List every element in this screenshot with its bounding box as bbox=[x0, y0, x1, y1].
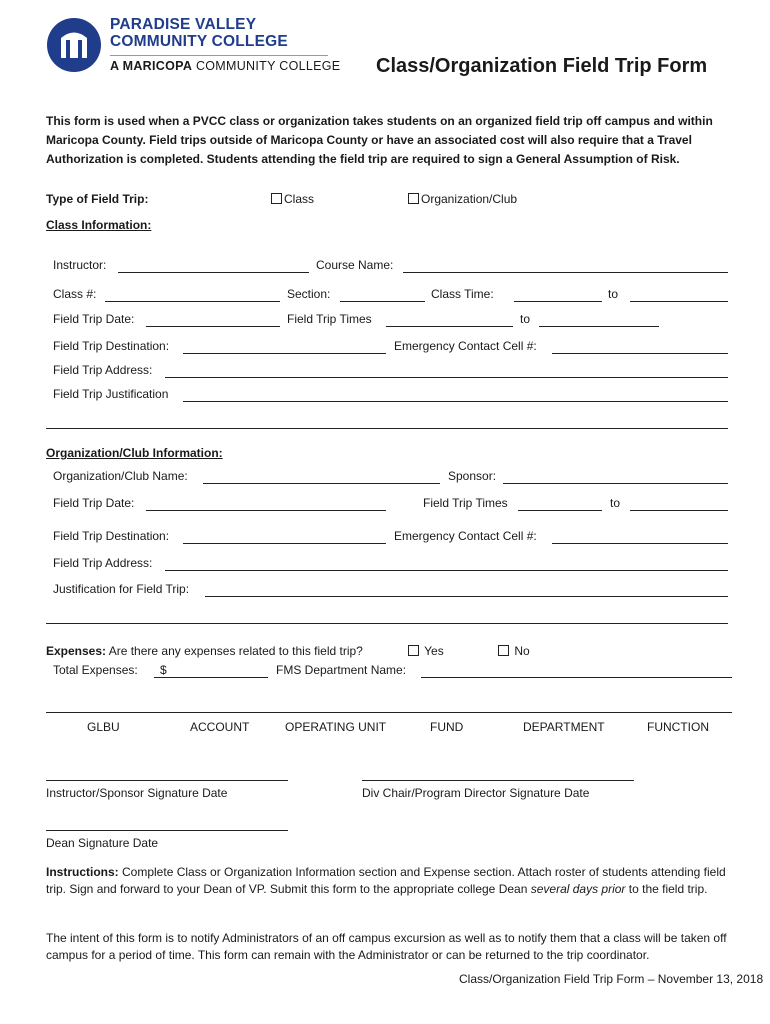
section-label: Section: bbox=[287, 287, 331, 301]
class-destination-field[interactable] bbox=[183, 353, 386, 354]
org-address-field[interactable] bbox=[165, 570, 728, 571]
org-checkbox[interactable]: Organization/Club bbox=[408, 192, 517, 206]
class-time-start-field[interactable] bbox=[514, 301, 602, 302]
instructor-signature-label: Instructor/Sponsor Signature Date bbox=[46, 786, 228, 800]
class-destination-label: Field Trip Destination: bbox=[53, 339, 170, 353]
fund-label: FUND bbox=[430, 720, 464, 734]
checkbox-icon bbox=[498, 645, 509, 656]
building-icon bbox=[47, 18, 101, 72]
org-name-field[interactable] bbox=[203, 483, 440, 484]
org-trip-times-to: to bbox=[610, 496, 621, 510]
class-justification-label: Field Trip Justification bbox=[53, 387, 169, 401]
glbu-label: GLBU bbox=[87, 720, 120, 734]
org-trip-time-end-field[interactable] bbox=[630, 510, 728, 511]
org-justification-field[interactable] bbox=[205, 596, 728, 597]
dean-signature-label: Dean Signature Date bbox=[46, 836, 159, 850]
footer-text: Class/Organization Field Trip Form – November 13, 2018 bbox=[459, 972, 764, 986]
form-title: Class/Organization Field Trip Form bbox=[376, 55, 708, 77]
total-expenses-field[interactable] bbox=[154, 677, 268, 678]
instructor-field[interactable] bbox=[118, 272, 309, 273]
class-time-label: Class Time: bbox=[431, 287, 494, 301]
college-name-line2: COMMUNITY COLLEGE bbox=[110, 33, 288, 50]
class-address-label: Field Trip Address: bbox=[53, 363, 153, 377]
section-field[interactable] bbox=[340, 301, 425, 302]
div-chair-signature-field[interactable] bbox=[362, 780, 634, 781]
org-destination-label: Field Trip Destination: bbox=[53, 529, 170, 543]
class-emergency-field[interactable] bbox=[552, 353, 728, 354]
instructor-signature-field[interactable] bbox=[46, 780, 288, 781]
class-info-heading: Class Information: bbox=[46, 218, 152, 232]
instructions-text: Instructions: Complete Class or Organization Information section and Expense section. Attach roster of students attending field trip. Sign and forward to your Dean of VP. Submit this form to the appropriate college Dean several days prior to the field trip. bbox=[46, 865, 726, 896]
org-trip-date-label: Field Trip Date: bbox=[53, 496, 135, 510]
org-address-label: Field Trip Address: bbox=[53, 556, 153, 570]
course-name-label: Course Name: bbox=[316, 258, 394, 272]
checkbox-icon bbox=[271, 193, 282, 204]
class-trip-time-start-field[interactable] bbox=[386, 326, 513, 327]
operating-unit-label: OPERATING UNIT bbox=[285, 720, 387, 734]
checkbox-icon bbox=[408, 193, 419, 204]
sponsor-field[interactable] bbox=[503, 483, 728, 484]
checkbox-icon bbox=[408, 645, 419, 656]
class-extra-line[interactable] bbox=[46, 428, 728, 429]
org-justification-label: Justification for Field Trip: bbox=[53, 582, 190, 596]
org-name-label: Organization/Club Name: bbox=[53, 469, 188, 483]
org-destination-field[interactable] bbox=[183, 543, 386, 544]
course-name-field[interactable] bbox=[403, 272, 728, 273]
class-address-field[interactable] bbox=[165, 377, 728, 378]
class-time-to: to bbox=[608, 287, 619, 301]
class-number-field[interactable] bbox=[105, 301, 280, 302]
expenses-question: Expenses: Are there any expenses related to this field trip? bbox=[46, 644, 363, 658]
college-name-line3: A MARICOPA COMMUNITY COLLEGE bbox=[110, 59, 341, 73]
class-trip-date-field[interactable] bbox=[146, 326, 280, 327]
class-number-label: Class #: bbox=[53, 287, 97, 301]
sponsor-label: Sponsor: bbox=[448, 469, 497, 483]
intro-text: This form is used when a PVCC class or organization takes students on an organized field trip off campus and within Maricopa County. Field trips outside of Maricopa County or have an associated cost will also require that a Travel Authorization is completed. Students attending the field trip are required to sign a General Assumption of Risk. bbox=[46, 114, 713, 166]
class-trip-time-end-field[interactable] bbox=[539, 326, 659, 327]
class-justification-field[interactable] bbox=[183, 401, 728, 402]
intent-text: The intent of this form is to notify Administrators of an off campus excursion as well as to notify them that a class will be taken off campus for a period of time. This form can remain with the Administrator or can be returned to the trip coordinator. bbox=[46, 931, 727, 962]
org-emergency-field[interactable] bbox=[552, 543, 728, 544]
class-trip-times-label: Field Trip Times bbox=[287, 312, 372, 326]
fms-department-field[interactable] bbox=[421, 677, 732, 678]
logo-divider bbox=[110, 55, 328, 56]
org-info-heading: Organization/Club Information: bbox=[46, 446, 223, 460]
college-logo bbox=[47, 18, 101, 72]
org-emergency-label: Emergency Contact Cell #: bbox=[394, 529, 537, 543]
org-trip-time-start-field[interactable] bbox=[518, 510, 602, 511]
trip-type-label: Type of Field Trip: bbox=[46, 192, 149, 206]
class-time-end-field[interactable] bbox=[630, 301, 728, 302]
dollar-sign: $ bbox=[160, 663, 167, 677]
class-emergency-label: Emergency Contact Cell #: bbox=[394, 339, 537, 353]
instructor-label: Instructor: bbox=[53, 258, 107, 272]
function-label: FUNCTION bbox=[647, 720, 709, 734]
account-label: ACCOUNT bbox=[190, 720, 250, 734]
fms-department-label: FMS Department Name: bbox=[276, 663, 407, 677]
org-trip-date-field[interactable] bbox=[146, 510, 386, 511]
class-checkbox[interactable]: Class bbox=[271, 192, 314, 206]
div-chair-signature-label: Div Chair/Program Director Signature Date bbox=[362, 786, 590, 800]
dean-signature-field[interactable] bbox=[46, 830, 288, 831]
expenses-yes-checkbox[interactable]: Yes bbox=[408, 644, 444, 658]
college-name-line1: PARADISE VALLEY bbox=[110, 16, 257, 33]
org-trip-times-label: Field Trip Times bbox=[423, 496, 508, 510]
accounting-top-line bbox=[46, 712, 732, 713]
expenses-no-checkbox[interactable]: No bbox=[498, 644, 530, 658]
org-extra-line[interactable] bbox=[46, 623, 728, 624]
class-trip-date-label: Field Trip Date: bbox=[53, 312, 135, 326]
total-expenses-label: Total Expenses: bbox=[53, 663, 138, 677]
class-trip-times-to: to bbox=[520, 312, 531, 326]
department-label: DEPARTMENT bbox=[523, 720, 605, 734]
